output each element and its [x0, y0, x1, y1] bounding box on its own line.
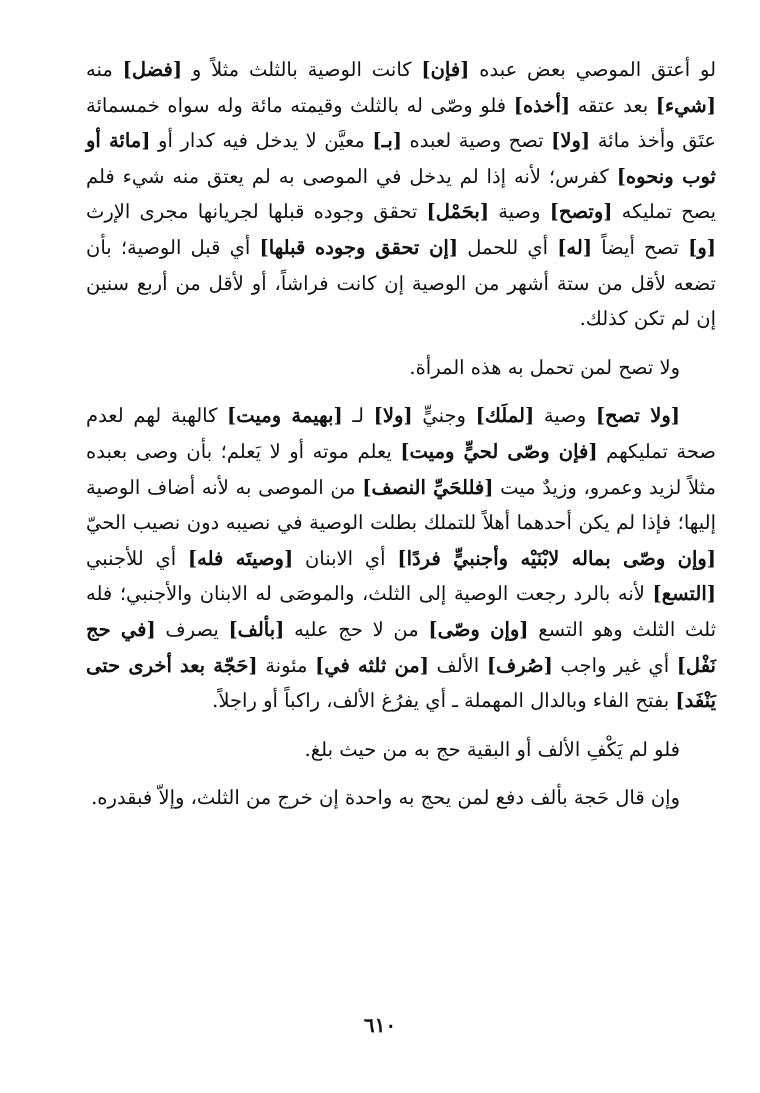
- matn-text: [وتصح]: [549, 200, 613, 224]
- matn-text: [وإن وصّى بماله لابْنَيْه وأجنبيٍّ فردًا]: [397, 546, 717, 570]
- matn-text: [شيء]: [655, 93, 716, 117]
- body-text: [86, 52, 716, 816]
- matn-text: [بألف]: [228, 617, 285, 641]
- commentary-text: أي غير واجب: [552, 653, 677, 677]
- commentary-text: وجنيٍّ: [412, 404, 476, 428]
- commentary-text: تصح وصية لعبده: [402, 129, 552, 153]
- paragraph: [86, 398, 716, 718]
- matn-text: [بهيمة وميت]: [227, 404, 343, 428]
- commentary-text: تحقق وجوده قبلها لجريانها مجرى الإرث: [86, 200, 427, 224]
- matn-text: [فضل]: [122, 58, 183, 81]
- commentary-text: ولا تصح لمن تحمل به هذه المرأة.: [409, 355, 680, 379]
- matn-text: [بحَمْل]: [426, 200, 490, 224]
- page-number: ٦١٠: [363, 1013, 397, 1037]
- commentary-text: الألف: [428, 653, 487, 677]
- commentary-text: أي للحمل: [458, 235, 558, 259]
- commentary-text: كالهبة لهم لعدم صحة تمليكهم: [86, 404, 716, 463]
- commentary-text: معيَّن لا يدخل فيه كدار أو: [150, 129, 373, 153]
- matn-text: [صُرف]: [486, 653, 553, 677]
- matn-text: [و]: [688, 235, 716, 259]
- matn-text: [بـ]: [372, 129, 402, 153]
- commentary-text: كانت الوصية بالثلث مثلاً و: [182, 58, 422, 81]
- commentary-text: منه: [86, 58, 123, 81]
- commentary-text: تصح أيضاً: [592, 235, 689, 259]
- commentary-text: فلو وصّى له بالثلث وقيمته مائة وله سواه خمسمائة عتَق وأخذ مائة: [86, 93, 716, 153]
- commentary-text: أي الابنان: [293, 546, 398, 570]
- commentary-text: يعلم موته أو لا يَعلم؛ بأن وصى بعبده مثلاً لزيد وعمرو، وزيدٌ ميت: [86, 439, 717, 499]
- commentary-text: يصرف: [155, 617, 229, 641]
- commentary-text: لأنه بالرد رجعت الوصية إلى الثلث، والموصَى له الابنان والأجنبي؛ فله ثلث الثلث وهو التسع: [86, 582, 716, 641]
- commentary-text: بعد عتقه: [570, 93, 656, 117]
- matn-text: [التسع]: [652, 582, 716, 606]
- commentary-text: لـ: [342, 404, 374, 428]
- commentary-text: وإن قال حَجة بألف دفع لمن يحج به واحدة إن خرج من الثلث، وإلاّ فبقدره.: [91, 786, 680, 810]
- matn-text: [وصيتَه فله]: [187, 546, 294, 570]
- commentary-text: لو أعتق الموصي بعض عبده: [469, 58, 717, 81]
- matn-text: [من ثلثه في]: [315, 653, 429, 677]
- paragraph: [86, 780, 716, 816]
- paragraph: [86, 732, 716, 768]
- matn-text: [أخذه]: [513, 93, 571, 117]
- commentary-text: وصية: [534, 404, 596, 428]
- commentary-text: أي للأجنبي: [86, 546, 188, 570]
- matn-text: [ولا]: [551, 129, 591, 153]
- matn-text: [في حج نَفْل]: [86, 617, 716, 677]
- paragraph: [86, 350, 716, 386]
- matn-text: [حَجّة بعد أخرى حتى يَنْفَد]: [86, 653, 716, 713]
- commentary-text: كفرس؛ لأنه إذا لم يدخل في الموصى به لم يعتق منه شيء فلم يصح تمليكه: [86, 164, 716, 224]
- commentary-text: من لا حج عليه: [284, 617, 429, 641]
- matn-text: [مائة أو ثوب ونحوه]: [86, 129, 716, 188]
- matn-text: [وإن وصّى]: [428, 617, 529, 641]
- paragraph: [86, 52, 716, 337]
- commentary-text: فلو لم يَكْفِ الألف أو البقية حج به من حيث بلغ.: [304, 737, 680, 761]
- matn-text: [ولا تصح]: [595, 404, 680, 428]
- matn-text: [فإن وصّى لحيٍّ وميت]: [400, 439, 598, 463]
- commentary-text: بفتح الفاء وبالدال المهملة ـ أي يفرُغ الألف، راكباً أو راجلاً.: [212, 689, 676, 713]
- matn-text: [إن تحقق وجوده قبلها]: [259, 235, 459, 259]
- matn-text: [ولا]: [373, 404, 413, 428]
- matn-text: [فإن]: [421, 58, 470, 81]
- matn-text: [لملَك]: [475, 404, 535, 428]
- matn-text: [فللحَيِّ النصف]: [362, 475, 494, 499]
- commentary-text: مئونة: [257, 653, 316, 677]
- commentary-text: وصية: [489, 200, 550, 224]
- commentary-text: من الموصى به لأنه أضاف الوصية إليها؛ فإذا لم يكن أحدهما أهلاً للتملك بطلت الوصية في نصيبه دون نصيب الحيّ: [86, 475, 716, 535]
- commentary-text: أي قبل الوصية؛ بأن تضعه لأقل من ستة أشهر من الوصية إن كانت فراشاً، أو لأقل من أربع سنين إن لم تكن كذلك.: [86, 235, 716, 331]
- matn-text: [له]: [557, 235, 593, 259]
